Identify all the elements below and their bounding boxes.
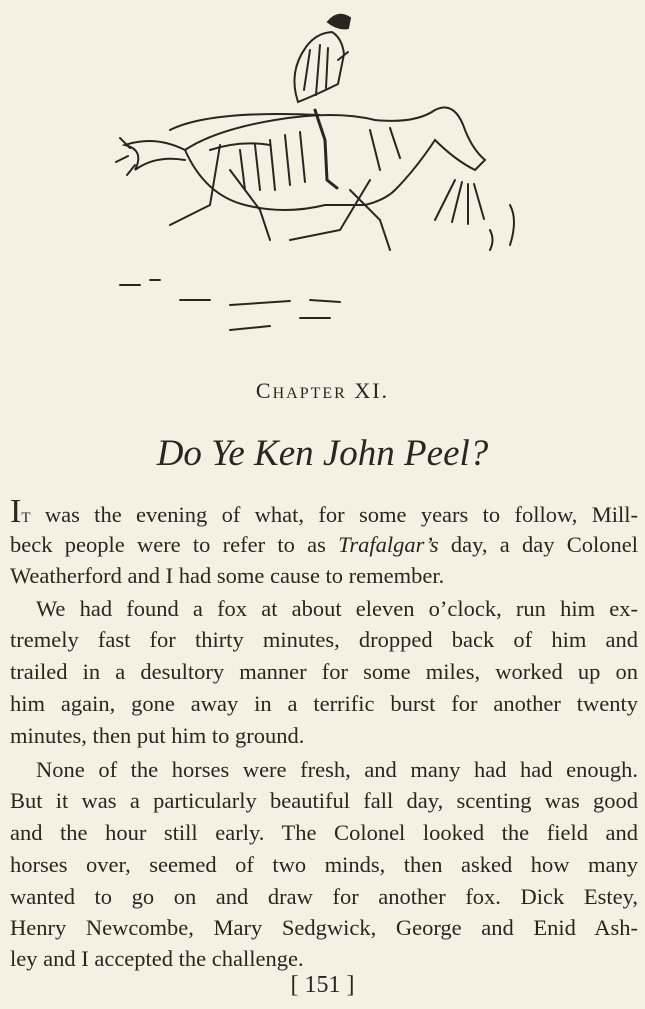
text-line: Weatherford and I had some cause to remember. xyxy=(10,563,445,588)
chapter-title: Do Ye Ken John Peel? xyxy=(156,433,489,474)
text-line: None of the horses were fresh, and many had had enough. xyxy=(36,757,638,782)
italic-term: Trafalgar’s xyxy=(338,532,439,557)
horse-and-rider-illustration xyxy=(70,0,570,345)
text-line: him again, gone away in a terrific burst for another twenty xyxy=(10,691,638,716)
text-line: ley and I accepted the challenge. xyxy=(10,946,304,971)
chapter-label-rest: HAPTER xyxy=(272,385,347,402)
chapter-numeral: XI. xyxy=(354,378,390,403)
page-number: [ 151 ] xyxy=(290,972,355,998)
text-line: But it was a particularly beautiful fall day, scenting was good xyxy=(10,788,638,813)
text-line: tremely fast for thirty minutes, dropped back of him and xyxy=(10,627,638,652)
chapter-label-initial: C xyxy=(255,378,273,403)
text-span: was the evening of what, for some years to follow, Mill- xyxy=(30,502,638,527)
text-span: beck people were to refer to as xyxy=(10,532,339,557)
chapter-heading xyxy=(0,378,645,404)
text-line xyxy=(10,530,638,560)
drop-cap: I xyxy=(10,493,22,530)
text-span: day, a day Colonel xyxy=(438,532,639,557)
text-line: Henry Newcombe, Mary Sedgwick, George and Enid Ash- xyxy=(10,915,638,940)
drop-cap-rest: T xyxy=(21,510,31,526)
text-line: trailed in a desultory manner for some miles, worked up on xyxy=(10,659,638,684)
text-line: and the hour still early. The Colonel looked the field and xyxy=(10,820,638,845)
text-line xyxy=(10,493,638,533)
text-line: minutes, then put him to ground. xyxy=(10,723,305,748)
text-line: horses over, seemed of two minds, then asked how many xyxy=(10,852,638,877)
text-line: We had found a fox at about eleven o’clock, run him ex- xyxy=(36,596,638,621)
text-line: wanted to go on and draw for another fox. Dick Estey, xyxy=(10,884,638,909)
